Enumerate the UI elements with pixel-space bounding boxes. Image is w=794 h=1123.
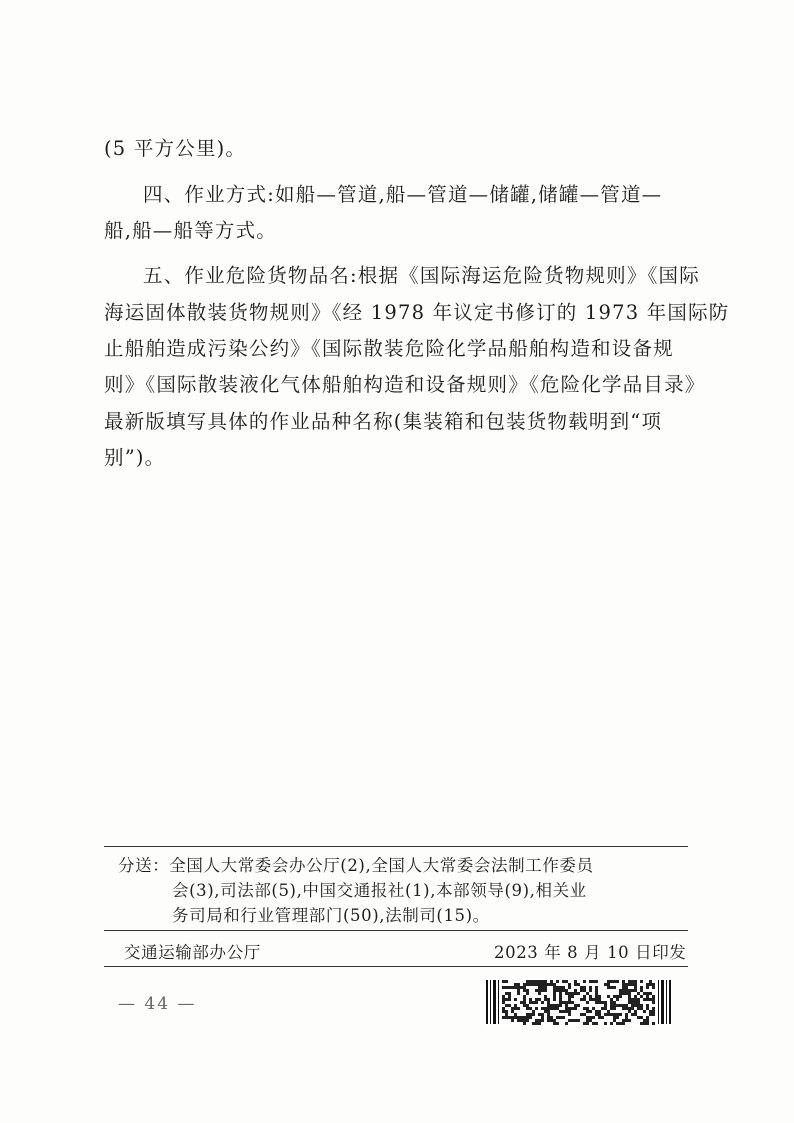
distribution-line-3: 务司局和行业管理部门(50),法制司(15)。 (172, 906, 490, 925)
paragraph-goods-line-1: 五、作业危险货物品名:根据《国际海运危险货物规则》《国际 (143, 264, 700, 287)
issuing-office: 交通运输部办公厅 (124, 943, 261, 962)
paragraph-goods-line-2: 海运固体散装货物规则》《经 1978 年议定书修订的 1973 年国际防 (104, 301, 730, 324)
paragraph-work-method-line-2: 船,船—船等方式。 (104, 219, 277, 242)
distribution-bottom-rule (104, 930, 688, 931)
paragraph-goods-line-6: 别”)。 (104, 446, 166, 469)
barcode-icon (484, 978, 672, 1026)
paragraph-goods-line-3: 止船舶造成污染公约》《国际散装危险化学品船舶构造和设备规 (104, 337, 674, 360)
paragraph-goods-line-4: 则》《国际散装液化气体船舶构造和设备规则》《危险化学品目录》 (104, 373, 706, 396)
distribution-top-rule (104, 846, 688, 847)
paragraph-continuation: (5 平方公里)。 (104, 137, 247, 160)
paragraph-goods-line-5: 最新版填写具体的作业品种名称(集装箱和包装货物载明到“项 (104, 410, 663, 433)
paragraph-work-method-line-1: 四、作业方式:如船—管道,船—管道—储罐,储罐—管道— (143, 183, 663, 206)
distribution-line-1: 分送：全国人大常委会办公厅(2),全国人大常委会法制工作委员 (118, 856, 594, 875)
distribution-line-2: 会(3),司法部(5),中国交通报社(1),本部领导(9),相关业 (172, 881, 587, 900)
issuer-bottom-rule (104, 966, 688, 967)
issue-date: 2023 年 8 月 10 日印发 (494, 943, 687, 962)
page-number: — 44 — (118, 994, 197, 1014)
